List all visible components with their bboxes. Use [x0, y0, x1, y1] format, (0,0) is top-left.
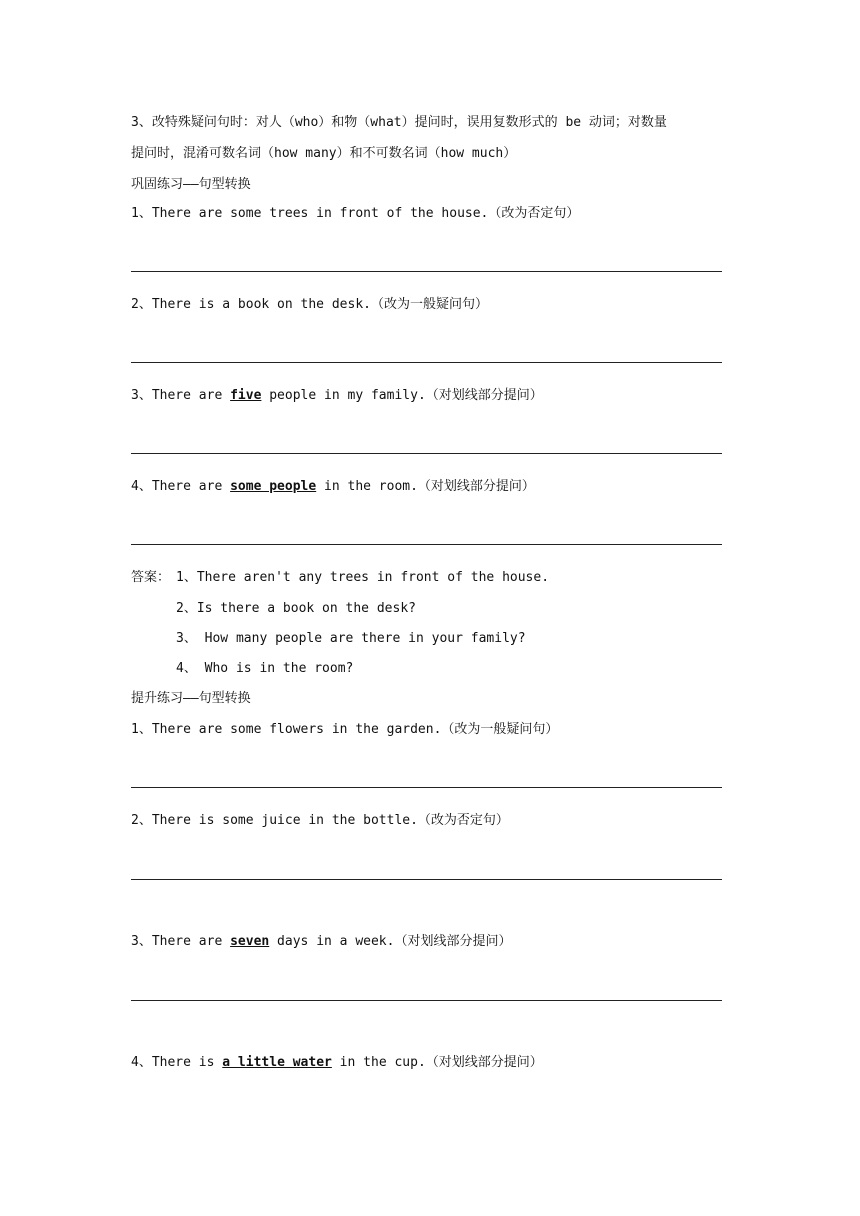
answer-blank-line: [131, 271, 722, 272]
answer-blank-line: [131, 544, 722, 545]
section1-question-2: 2、There is a book on the desk.（改为一般疑问句）: [131, 297, 488, 312]
answer-1: 1、There aren't any trees in front of the house.: [176, 570, 550, 585]
answer-2: 2、Is there a book on the desk?: [176, 601, 416, 616]
intro-line-2: 提问时，混淆可数名词（how many）和不可数名词（how much）: [131, 146, 517, 161]
section2-question-3: [131, 933, 511, 951]
section1-question-1: 1、There are some trees in front of the house.（改为否定句）: [131, 206, 580, 221]
question-text: 4、There are: [131, 479, 231, 494]
answer-blank-line: [131, 362, 722, 363]
answers-label: 答案：: [131, 570, 171, 585]
section1-heading: 巩固练习——句型转换: [131, 177, 251, 192]
underlined-word: five: [230, 388, 262, 403]
answer-blank-line: [131, 787, 722, 788]
question-text: in the cup.（对划线部分提问）: [331, 1055, 543, 1070]
section2-question-1: 1、There are some flowers in the garden.（改为一般疑问句）: [131, 722, 559, 737]
answer-3: 3、 How many people are there in your family?: [176, 631, 526, 646]
answer-blank-line: [131, 1000, 722, 1001]
intro-line-1: 3、改特殊疑问句时：对人（who）和物（what）提问时，误用复数形式的 be 动词；对数量: [131, 115, 667, 130]
question-text: 4、There is: [131, 1055, 223, 1070]
answer-blank-line: [131, 879, 722, 880]
question-text: people in my family.（对划线部分提问）: [261, 388, 543, 403]
section2-question-2: 2、There is some juice in the bottle.（改为否定句）: [131, 813, 509, 828]
section1-question-3: [131, 387, 543, 405]
question-text: days in a week.（对划线部分提问）: [269, 934, 512, 949]
question-text: 3、There are: [131, 388, 231, 403]
underlined-word: a little water: [222, 1055, 332, 1070]
section1-question-4: [131, 478, 535, 496]
answer-blank-line: [131, 453, 722, 454]
section2-question-4: [131, 1054, 543, 1072]
underlined-word: some people: [230, 479, 317, 494]
section2-heading: 提升练习——句型转换: [131, 691, 251, 706]
question-text: in the room.（对划线部分提问）: [316, 479, 535, 494]
answer-4: 4、 Who is in the room?: [176, 661, 354, 676]
underlined-word: seven: [230, 934, 270, 949]
question-text: 3、There are: [131, 934, 231, 949]
